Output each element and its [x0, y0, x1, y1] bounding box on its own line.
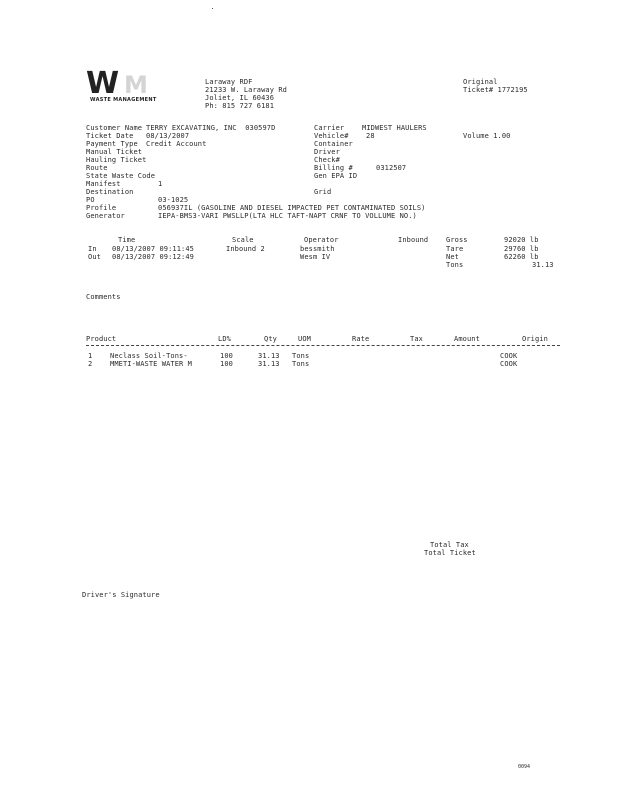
item-1-uom: Tons — [292, 352, 310, 360]
facility-address: 21233 W. Laraway Rd — [205, 86, 287, 94]
route-label: Route — [86, 164, 108, 172]
weigh-out-time: 08/13/2007 09:12:49 — [112, 253, 194, 261]
payment-type-label: Payment Type — [86, 140, 138, 148]
state-waste-code-label: State Waste Code — [86, 172, 156, 180]
items-header-uom: UOM — [298, 335, 311, 343]
driver-signature-label: Driver's Signature — [82, 591, 160, 599]
footer-page-mark: 0094 — [518, 764, 531, 770]
items-header-amount: Amount — [454, 335, 480, 343]
generator-value: IEPA-BMS3-VARI PWSLLP(LTA HLC TAFT-NAPT CRNF TO VOLLUME NO.) — [158, 212, 417, 220]
billing-label: Billing # — [314, 164, 353, 172]
gen-epa-id-label: Gen EPA ID — [314, 172, 358, 180]
carrier-value: MIDWEST HAULERS — [362, 124, 427, 132]
container-label: Container — [314, 140, 353, 148]
logo-w: W — [86, 66, 117, 101]
weigh-header-gross: Gross — [446, 236, 468, 244]
facility-phone: Ph: 815 727 6181 — [205, 102, 275, 110]
destination-label: Destination — [86, 188, 134, 196]
billing-value: 0312507 — [376, 164, 407, 172]
customer-name-value: TERRY EXCAVATING, INC 030597D — [146, 124, 276, 132]
item-2-product: MMETI-WASTE WATER M — [110, 360, 192, 368]
po-label: PO — [86, 196, 95, 204]
facility-name: Laraway RDF — [205, 78, 253, 86]
profile-label: Profile — [86, 204, 117, 212]
weigh-header-time: Time — [118, 236, 136, 244]
net-label: Net — [446, 253, 459, 261]
payment-type-value: Credit Account — [146, 140, 207, 148]
weigh-header-operator: Operator — [304, 236, 339, 244]
grid-label: Grid — [314, 188, 332, 196]
driver-label: Driver — [314, 148, 340, 156]
generator-label: Generator — [86, 212, 125, 220]
net-value: 62260 lb — [504, 253, 539, 261]
items-header-rate: Rate — [352, 335, 370, 343]
weigh-in-time: 08/13/2007 09:11:45 — [112, 245, 194, 253]
total-ticket-label: Total Ticket — [424, 549, 476, 557]
copy-label: Original — [463, 78, 498, 86]
logo-m: M — [124, 71, 146, 99]
total-tax-label: Total Tax — [430, 541, 469, 549]
ticket-date-label: Ticket Date — [86, 132, 134, 140]
customer-name-label: Customer Name — [86, 124, 143, 132]
items-header-product: Product — [86, 335, 117, 343]
weigh-in-operator: bessmith — [300, 245, 335, 253]
check-label: Check# — [314, 156, 340, 164]
ticket-date-value: 08/13/2007 — [146, 132, 190, 140]
item-2-qty: 31.13 — [258, 360, 280, 368]
items-header-origin: Origin — [522, 335, 548, 343]
facility-city: Joliet, IL 60436 — [205, 94, 275, 102]
volume-label: Volume 1.00 — [463, 132, 511, 140]
item-2-ld: 100 — [220, 360, 233, 368]
tare-label: Tare — [446, 245, 464, 253]
ticket-number: Ticket# 1772195 — [463, 86, 528, 94]
weigh-out-operator: Wesm IV — [300, 253, 331, 261]
carrier-label: Carrier — [314, 124, 345, 132]
tare-value: 29760 lb — [504, 245, 539, 253]
logo-subtext: WASTE MANAGEMENT — [90, 97, 157, 103]
tons-value: 31.13 — [532, 261, 554, 269]
weigh-header-scale: Scale — [232, 236, 254, 244]
weigh-in-scale: Inbound 2 — [226, 245, 265, 253]
item-1-origin: COOK — [500, 352, 518, 360]
manual-ticket-label: Manual Ticket — [86, 148, 143, 156]
item-1-qty: 31.13 — [258, 352, 280, 360]
hauling-ticket-label: Hauling Ticket — [86, 156, 147, 164]
item-2-origin: COOK — [500, 360, 518, 368]
items-header-ld: LD% — [218, 335, 231, 343]
manifest-label: Manifest — [86, 180, 121, 188]
manifest-value: 1 — [158, 180, 163, 188]
items-header-rule — [86, 345, 560, 346]
wm-logo — [86, 66, 176, 106]
vehicle-label: Vehicle# — [314, 132, 349, 140]
item-1-number: 1 — [88, 352, 93, 360]
comments-label: Comments — [86, 293, 121, 301]
item-2-uom: Tons — [292, 360, 310, 368]
vehicle-value: 28 — [366, 132, 375, 140]
tons-label: Tons — [446, 261, 464, 269]
po-value: 03-1025 — [158, 196, 189, 204]
item-2-number: 2 — [88, 360, 93, 368]
weigh-in-dir: In — [88, 245, 97, 253]
gross-value: 92020 lb — [504, 236, 539, 244]
weigh-header-inbound: Inbound — [398, 236, 429, 244]
scan-speck — [212, 8, 213, 9]
weigh-out-dir: Out — [88, 253, 101, 261]
items-header-tax: Tax — [410, 335, 423, 343]
item-1-ld: 100 — [220, 352, 233, 360]
profile-value: 056937IL (GASOLINE AND DIESEL IMPACTED PET CONTAMINATED SOILS) — [158, 204, 426, 212]
items-header-qty: Qty — [264, 335, 277, 343]
item-1-product: Neclass Soil-Tons- — [110, 352, 188, 360]
